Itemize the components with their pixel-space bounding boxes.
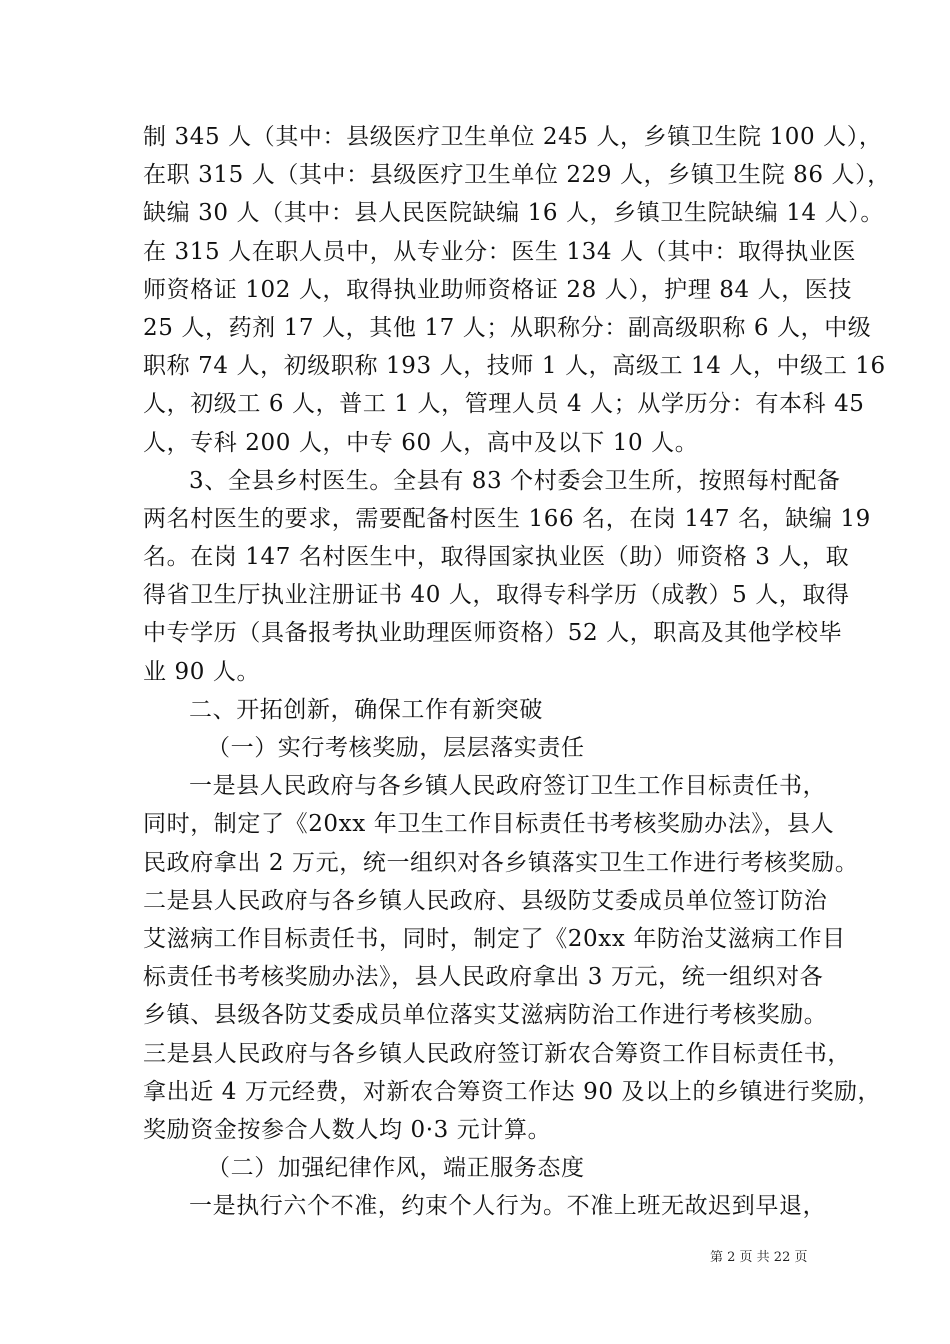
text-line: 两名村医生的要求，需要配备村医生 166 名，在岗 147 名，缺编 19 [143,505,871,532]
text-line: 制 345 人（其中：县级医疗卫生单位 245 人，乡镇卫生院 100 人）， [143,124,883,150]
text-line: 民政府拿出 2 万元，统一组织对各乡镇落实卫生工作进行考核奖励。 [143,849,859,876]
paragraph-start-line: 一是执行六个不准，约束个人行为。不准上班无故迟到早退， [189,1193,827,1220]
text-line: 师资格证 102 人，取得执业助师资格证 28 人），护理 84 人，医技 [143,276,852,303]
text-line: 名。在岗 147 名村医生中，取得国家执业医（助）师资格 3 人，取 [143,544,850,571]
text-line: 在 315 人在职人员中，从专业分：医生 134 人（其中：取得执业医 [143,238,857,265]
text-line: 二是县人民政府与各乡镇人民政府、县级防艾委成员单位签订防治 [143,887,828,914]
text-line: 在职 315 人（其中：县级医疗卫生单位 229 人，乡镇卫生院 86 人）， [143,162,891,189]
text-line: 同时，制定了《20xx 年卫生工作目标责任书考核奖励办法》，县人 [143,811,835,838]
text-line: 三是县人民政府与各乡镇人民政府签订新农合筹资工作目标责任书， [143,1040,851,1067]
text-line: 标责任书考核奖励办法》，县人民政府拿出 3 万元，统一组织对各 [143,964,824,991]
text-line: 25 人，药剂 17 人，其他 17 人；从职称分：副高级职称 6 人，中级 [143,314,872,341]
subsection-heading: （二）加强纪律作风，端正服务态度 [207,1155,585,1182]
page-number-footer: 第 2 页 共 22 页 [710,1250,808,1265]
text-line: 得省卫生厅执业注册证书 40 人，取得专科学历（成教）5 人，取得 [143,582,850,609]
paragraph-start-line: 一是县人民政府与各乡镇人民政府签订卫生工作目标责任书， [189,773,827,800]
body-text [143,118,891,1225]
subsection-heading: （一）实行考核奖励，层层落实责任 [207,735,585,761]
text-line: 艾滋病工作目标责任书，同时，制定了《20xx 年防治艾滋病工作目 [143,925,846,952]
text-line: 奖励资金按参合人数人均 0·3 元计算。 [143,1116,552,1143]
text-line: 拿出近 4 万元经费，对新农合筹资工作达 90 及以上的乡镇进行奖励， [143,1078,882,1105]
text-line: 缺编 30 人（其中：县人民医院缺编 16 人，乡镇卫生院缺编 14 人）。 [143,200,884,227]
paragraph-start-line: 3、全县乡村医生。全县有 83 个村委会卫生所，按照每村配备 [189,467,841,494]
text-line: 中专学历（具备报考执业助理医师资格）52 人，职高及其他学校毕 [143,620,843,647]
text-line: 人，专科 200 人，中专 60 人，高中及以下 10 人。 [143,429,699,456]
section-heading: 二、开拓创新，确保工作有新突破 [189,696,543,723]
text-line: 业 90 人。 [143,658,261,685]
text-line: 职称 74 人，初级职称 193 人，技师 1 人，高级工 14 人，中级工 16 [143,353,886,380]
text-line: 人，初级工 6 人，普工 1 人，管理人员 4 人；从学历分：有本科 45 [143,391,865,418]
text-line: 乡镇、县级各防艾委成员单位落实艾滋病防治工作进行考核奖励。 [143,1002,828,1029]
